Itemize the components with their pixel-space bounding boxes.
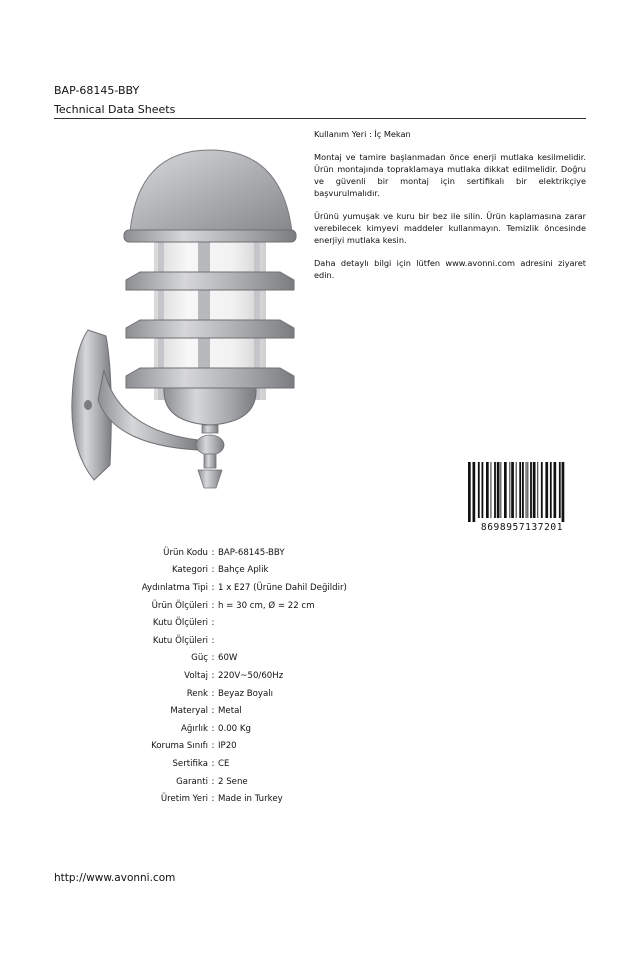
barcode-bar	[478, 462, 480, 518]
spec-row	[100, 667, 347, 685]
spec-label: Kutu Ölçüleri	[152, 635, 208, 646]
document-subtitle: Technical Data Sheets	[54, 103, 176, 116]
spec-label: Ürün Kodu	[163, 547, 208, 558]
spec-row	[100, 738, 347, 756]
spec-value: 1 x E27 (Ürüne Dahil Değildir)	[218, 582, 347, 593]
spec-value: 220V~50/60Hz	[218, 670, 284, 681]
spec-label: Voltaj	[184, 670, 208, 681]
spec-row	[100, 597, 347, 615]
product-description	[314, 128, 586, 292]
spec-row	[100, 790, 347, 808]
spec-value: Bahçe Aplik	[218, 565, 269, 576]
spec-separator: :	[211, 794, 215, 805]
spec-label: Kutu Ölçüleri	[152, 618, 208, 629]
header-divider	[54, 118, 586, 119]
barcode-bar	[554, 462, 557, 518]
spec-label: Materyal	[170, 706, 208, 717]
barcode-bar	[500, 462, 501, 518]
barcode-bar	[516, 462, 517, 518]
barcode-bar	[530, 462, 532, 518]
barcode-bar	[545, 462, 548, 518]
barcode-bar	[497, 462, 500, 518]
spec-row	[100, 755, 347, 773]
spec-label: Sertifika	[172, 758, 208, 769]
spec-value: 0.00 Kg	[218, 723, 251, 734]
spec-row	[100, 614, 347, 632]
outdoor-wall-lamp-image	[58, 140, 303, 500]
spec-value: h = 30 cm, Ø = 22 cm	[218, 600, 315, 611]
spec-row	[100, 685, 347, 703]
spec-value: BAP-68145-BBY	[218, 547, 285, 558]
spec-label: Ağırlık	[180, 723, 208, 734]
spec-value: Beyaz Boyalı	[218, 688, 274, 699]
spec-separator: :	[211, 758, 215, 769]
spec-row	[100, 579, 347, 597]
spec-value: 60W	[218, 653, 238, 664]
barcode-bar	[486, 462, 489, 518]
spec-separator: :	[211, 565, 215, 576]
barcode-bar	[482, 462, 484, 518]
spec-separator: :	[211, 582, 215, 593]
barcode-bar	[527, 462, 528, 518]
spec-value: IP20	[218, 741, 237, 752]
barcode-bar	[533, 462, 536, 518]
barcode-bar	[491, 462, 492, 518]
barcode-bar	[473, 462, 476, 522]
spec-label: Renk	[186, 688, 208, 699]
barcode-bar	[537, 462, 538, 518]
barcode-bar	[509, 462, 510, 518]
safety-instructions-text: Montaj ve tamire başlanmadan önce enerji mutlaka kesilmelidir. Ürün montajında topraklamaya mutlaka dikkat edilmelidir. Doğru ve güvenli bir montaj için sertifikalı bir elektrikçiye başvurulmalıdır.	[314, 152, 586, 198]
spec-row	[100, 702, 347, 720]
spec-label: Aydınlatma Tipi	[141, 582, 208, 593]
spec-separator: :	[211, 723, 215, 734]
spec-row	[100, 773, 347, 791]
spec-separator: :	[211, 706, 215, 717]
spec-separator: :	[211, 688, 215, 699]
spec-value: 2 Sene	[218, 776, 248, 787]
spec-label: Üretim Yeri	[160, 794, 208, 805]
spec-separator: :	[211, 670, 215, 681]
spec-separator: :	[211, 635, 215, 646]
barcode-bar	[550, 462, 552, 518]
cleaning-instructions-text: Ürünü yumuşak ve kuru bir bez ile silin. Ürün kaplamasına zarar verebilecek kimyevi maddeler kullanmayın. Temizlik öncesinde enerjiyi mutlaka kesin.	[314, 211, 586, 245]
spec-label: Koruma Sınıfı	[151, 741, 208, 752]
spec-label: Güç	[191, 653, 208, 664]
barcode-bar	[494, 462, 496, 518]
spec-value: Made in Turkey	[218, 794, 283, 805]
spec-row	[100, 650, 347, 668]
spec-separator: :	[211, 741, 215, 752]
spec-label: Kategori	[171, 565, 208, 576]
barcode-bar	[541, 462, 543, 518]
barcode-bar	[562, 462, 565, 522]
spec-separator: :	[211, 776, 215, 787]
barcode-digits: 8698957137201	[480, 522, 564, 532]
barcode-bar	[504, 462, 507, 518]
more-info-text: Daha detaylı bilgi için lütfen www.avonni.com adresini ziyaret edin.	[314, 258, 586, 280]
spec-label: Ürün Ölçüleri	[151, 600, 208, 611]
usage-location-text: Kullanım Yeri : İç Mekan	[314, 129, 411, 139]
barcode-bar	[522, 462, 524, 518]
spec-row	[100, 720, 347, 738]
specifications-table	[100, 544, 347, 808]
spec-separator: :	[211, 653, 215, 664]
spec-separator: :	[211, 618, 215, 629]
spec-label: Garanti	[176, 776, 208, 787]
spec-separator: :	[211, 600, 215, 611]
footer-website-link[interactable]: http://www.avonni.com	[54, 872, 176, 884]
barcode-icon	[458, 460, 586, 532]
barcode-bar	[526, 462, 527, 518]
spec-row	[100, 632, 347, 650]
spec-row	[100, 562, 347, 580]
spec-value: Metal	[218, 706, 242, 717]
product-code-title: BAP-68145-BBY	[54, 84, 140, 97]
spec-row	[100, 544, 347, 562]
barcode-bar	[559, 462, 561, 518]
spec-value: CE	[218, 758, 230, 769]
barcode-bar	[519, 462, 521, 518]
spec-separator: :	[211, 547, 215, 558]
barcode-bar	[468, 462, 471, 522]
barcode-bar	[511, 462, 514, 518]
